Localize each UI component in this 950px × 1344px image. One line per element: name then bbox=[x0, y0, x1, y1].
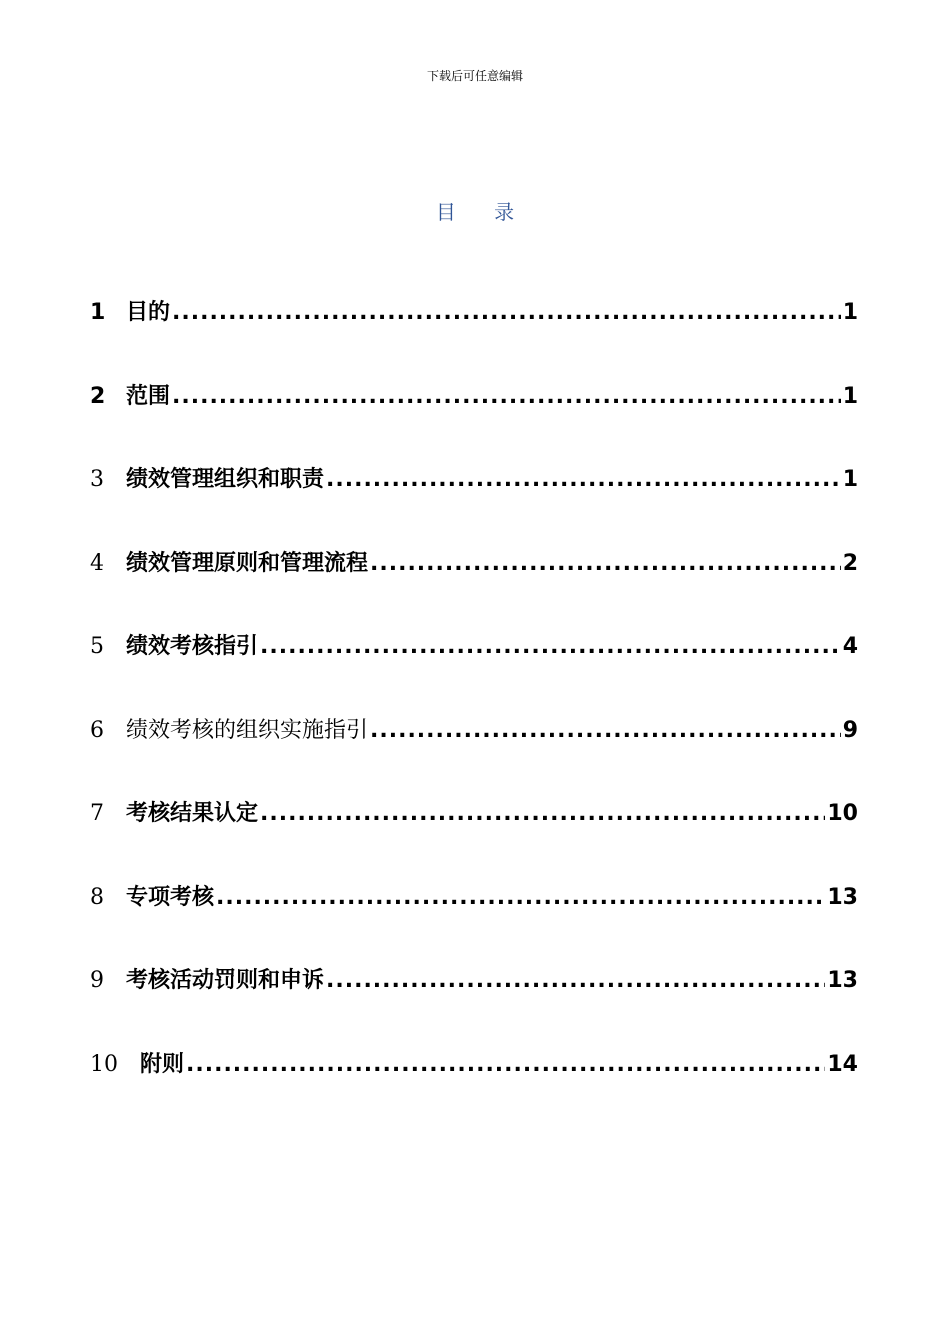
toc-entry-2[interactable] bbox=[90, 380, 858, 464]
toc-entry-4[interactable] bbox=[90, 547, 858, 631]
toc-entry-title: 考核活动罚则和申诉 bbox=[126, 968, 325, 993]
toc-entry-number: 9 bbox=[90, 968, 104, 993]
toc-entry-page: 2 bbox=[842, 550, 858, 576]
toc-entry-10[interactable] bbox=[90, 1048, 858, 1132]
toc-dot-leader bbox=[172, 296, 841, 330]
toc-entry-page: 13 bbox=[827, 884, 858, 910]
toc-title: 目 录 bbox=[435, 200, 531, 224]
table-of-contents bbox=[90, 296, 858, 1131]
toc-entry-number: 6 bbox=[90, 717, 104, 743]
toc-dot-leader bbox=[172, 380, 841, 414]
toc-entry-number: 4 bbox=[90, 550, 104, 576]
toc-entry-page: 4 bbox=[842, 634, 858, 659]
toc-entry-page: 13 bbox=[827, 968, 858, 993]
toc-entry-page: 14 bbox=[827, 1051, 858, 1077]
toc-entry-number: 1 bbox=[90, 300, 106, 325]
toc-entry-title: 考核结果认定 bbox=[126, 801, 259, 826]
toc-entry-title: 附则 bbox=[140, 1051, 185, 1077]
toc-entry-page: 1 bbox=[842, 467, 858, 492]
toc-entry-9[interactable] bbox=[90, 964, 858, 1048]
toc-entry-page: 10 bbox=[827, 801, 858, 826]
toc-entry-title: 绩效管理组织和职责 bbox=[126, 467, 325, 492]
toc-entry-number: 10 bbox=[90, 1051, 118, 1077]
toc-entry-number: 3 bbox=[90, 467, 104, 492]
toc-entry-title: 绩效管理原则和管理流程 bbox=[126, 550, 369, 576]
toc-entry-5[interactable] bbox=[90, 630, 858, 714]
toc-entry-number: 8 bbox=[90, 884, 104, 910]
page-header-note: 下载后可任意编辑 bbox=[426, 69, 523, 83]
toc-entry-7[interactable] bbox=[90, 797, 858, 881]
toc-entry-number: 7 bbox=[90, 801, 104, 826]
toc-entry-8[interactable] bbox=[90, 881, 858, 965]
toc-dot-leader bbox=[216, 881, 825, 915]
toc-dot-leader bbox=[326, 964, 825, 998]
toc-entry-6[interactable] bbox=[90, 714, 858, 798]
toc-entry-number: 2 bbox=[90, 383, 106, 409]
toc-entry-1[interactable] bbox=[90, 296, 858, 380]
toc-dot-leader bbox=[260, 630, 841, 664]
toc-entry-title: 专项考核 bbox=[126, 884, 215, 910]
toc-entry-page: 1 bbox=[842, 300, 858, 325]
toc-entry-title: 目的 bbox=[126, 300, 171, 325]
toc-entry-page: 9 bbox=[842, 717, 858, 743]
toc-dot-leader bbox=[370, 547, 841, 581]
toc-entry-title: 范围 bbox=[126, 383, 171, 409]
toc-dot-leader bbox=[326, 463, 841, 497]
toc-dot-leader bbox=[370, 714, 841, 748]
toc-entry-3[interactable] bbox=[90, 463, 858, 547]
toc-dot-leader bbox=[186, 1048, 825, 1082]
toc-entry-number: 5 bbox=[90, 634, 104, 659]
toc-entry-title: 绩效考核的组织实施指引 bbox=[126, 717, 369, 743]
toc-entry-page: 1 bbox=[842, 383, 858, 409]
toc-entry-title: 绩效考核指引 bbox=[126, 634, 259, 659]
toc-dot-leader bbox=[260, 797, 825, 831]
